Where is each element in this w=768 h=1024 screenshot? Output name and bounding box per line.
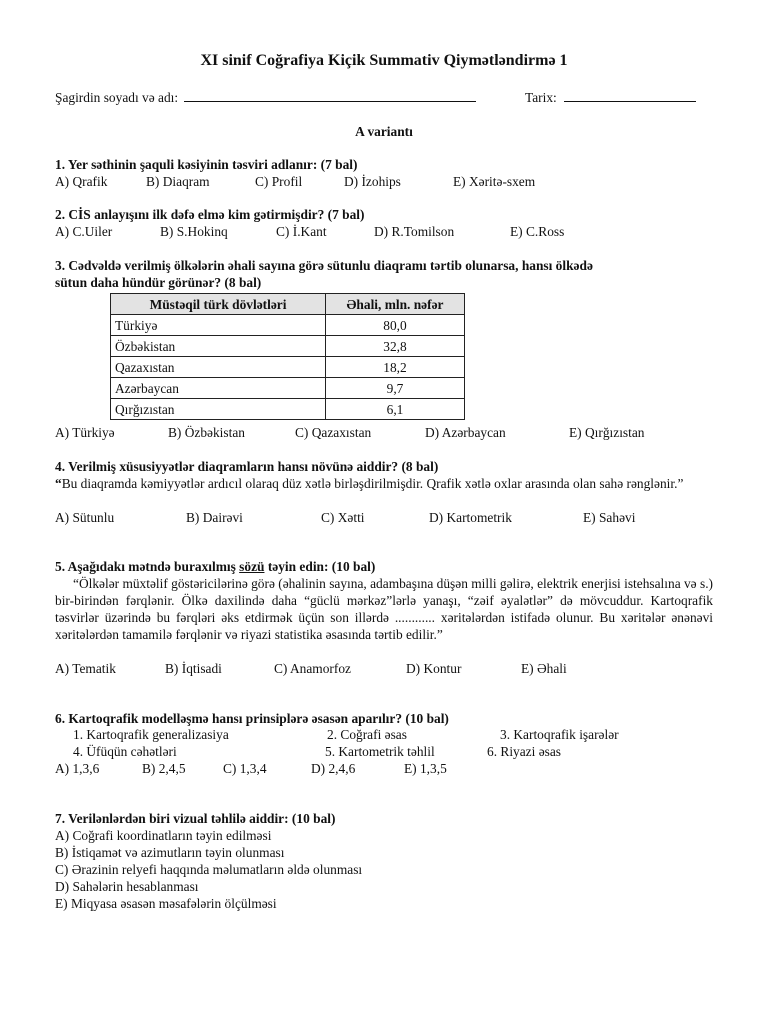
q5-option-e[interactable]: E) Əhali	[521, 661, 567, 676]
q5-text-after: təyin edin: (10 bal)	[264, 559, 376, 574]
question-3-line-1: 3. Cədvəldə verilmiş ölkələrin əhali sayına görə sütunlu diaqramı tərtib olunarsa, hansı ölkədə	[55, 258, 593, 273]
student-name-field[interactable]	[184, 90, 476, 102]
q6-option-c[interactable]: C) 1,3,4	[223, 761, 267, 776]
table-cell-population: 6,1	[326, 399, 465, 420]
date-field[interactable]	[564, 90, 696, 102]
population-table	[110, 293, 465, 420]
q2-option-d[interactable]: D) R.Tomilson	[374, 224, 455, 239]
q6-item-3: 3. Kartoqrafik işarələr	[500, 727, 619, 742]
table-header-country: Müstəqil türk dövlətləri	[111, 294, 326, 315]
q4-option-d[interactable]: D) Kartometrik	[429, 510, 512, 525]
date-label: Tarix:	[525, 90, 557, 105]
q6-item-1: 1. Kartoqrafik generalizasiya	[73, 727, 229, 742]
question-3-line-2: sütun daha hündür görünər? (8 bal)	[55, 275, 262, 290]
question-5	[55, 558, 375, 575]
q2-option-b[interactable]: B) S.Hokinq	[160, 224, 228, 239]
table-row	[111, 378, 465, 399]
q2-option-c[interactable]: C) İ.Kant	[276, 224, 327, 239]
table-cell-population: 80,0	[326, 315, 465, 336]
q3-option-e[interactable]: E) Qırğızıstan	[569, 425, 645, 440]
student-label: Şagirdin soyadı və adı:	[55, 90, 179, 105]
quote-open-mark: “	[55, 476, 62, 491]
q6-item-4: 4. Üfüqün cəhətləri	[73, 744, 177, 759]
question-4-quote	[55, 475, 713, 492]
table-cell-country: Qırğızıstan	[111, 399, 326, 420]
q1-option-b[interactable]: B) Diaqram	[146, 174, 210, 189]
table-header-population: Əhali, mln. nəfər	[326, 294, 465, 315]
table-cell-population: 18,2	[326, 357, 465, 378]
table-cell-population: 32,8	[326, 336, 465, 357]
table-header-row	[111, 294, 465, 315]
table-row	[111, 357, 465, 378]
q1-option-a[interactable]: A) Qrafik	[55, 174, 108, 189]
question-7: 7. Verilənlərdən biri vizual təhlilə aiddir: (10 bal)	[55, 811, 336, 826]
student-name-line	[55, 89, 476, 106]
table-row	[111, 399, 465, 420]
q2-option-a[interactable]: A) C.Uiler	[55, 224, 113, 239]
table-row	[111, 336, 465, 357]
q5-text-underlined: sözü	[239, 559, 265, 574]
q3-option-d[interactable]: D) Azərbaycan	[425, 425, 506, 440]
q4-option-e[interactable]: E) Sahəvi	[583, 510, 636, 525]
quote-text: Bu diaqramda kəmiyyətlər ardıcıl olaraq düz xətlə birləşdirilmişdir. Qrafik xətlə oxlar arasında olan sahə rənglənir.”	[61, 476, 684, 491]
table-cell-country: Azərbaycan	[111, 378, 326, 399]
table-cell-country: Özbəkistan	[111, 336, 326, 357]
question-5-paragraph: “Ölkələr müxtəlif göstəricilərinə görə (əhalinin sayına, adambaşına düşən milli gəlirə, elektrik enerjisi istehsalına və s.) bir-birindən fərqlənir. Ölkə daxilində daha “güclü mərkəz”lərlə yanaşı, “zəif əyalətlər” də mövcuddur. Kartoqrafik təsvirlər üzərində bu fərqləri əks etdirmək üçün son illərdə ............ xəritələrdən istifadə olunur. Bu xəritələr ənənəvi xəritələrdən tamamilə fərqlənir və riyazi statistika əsasında tərtib edilir.”	[55, 576, 713, 642]
table-cell-country: Türkiyə	[111, 315, 326, 336]
table-row	[111, 315, 465, 336]
q6-item-6: 6. Riyazi əsas	[487, 744, 562, 759]
table-cell-population: 9,7	[326, 378, 465, 399]
q6-option-d[interactable]: D) 2,4,6	[311, 761, 356, 776]
question-1: 1. Yer səthinin şaquli kəsiyinin təsviri adlanır: (7 bal)	[55, 157, 358, 172]
q6-option-e[interactable]: E) 1,3,5	[404, 761, 447, 776]
q1-option-c[interactable]: C) Profil	[255, 174, 303, 189]
q5-option-d[interactable]: D) Kontur	[406, 661, 462, 676]
q7-option-d[interactable]: D) Sahələrin hesablanması	[55, 879, 199, 894]
q5-option-c[interactable]: C) Anamorfoz	[274, 661, 351, 676]
q1-option-d[interactable]: D) İzohips	[344, 174, 401, 189]
q7-option-c[interactable]: C) Ərazinin relyefi haqqında məlumatların əldə olunması	[55, 862, 363, 877]
date-line	[525, 89, 696, 106]
q1-option-e[interactable]: E) Xəritə-sxem	[453, 174, 536, 189]
q3-option-a[interactable]: A) Türkiyə	[55, 425, 115, 440]
question-2: 2. CİS anlayışını ilk dəfə elmə kim gətirmişdir? (7 bal)	[55, 207, 365, 222]
question-4: 4. Verilmiş xüsusiyyətlər diaqramların hansı növünə aiddir? (8 bal)	[55, 459, 439, 474]
q6-option-b[interactable]: B) 2,4,5	[142, 761, 186, 776]
q7-option-a[interactable]: A) Coğrafi koordinatların təyin edilməsi	[55, 828, 272, 843]
page-title: XI sinif Coğrafiya Kiçik Summativ Qiymətləndirmə 1	[200, 52, 568, 69]
question-6: 6. Kartoqrafik modelləşmə hansı prinsiplərə əsasən aparılır? (10 bal)	[55, 711, 449, 726]
q4-option-c[interactable]: C) Xətti	[321, 510, 365, 525]
q5-option-a[interactable]: A) Tematik	[55, 661, 116, 676]
q7-option-e[interactable]: E) Miqyasa əsasən məsafələrin ölçülməsi	[55, 896, 277, 911]
table-cell-country: Qazaxıstan	[111, 357, 326, 378]
q5-text-before: 5. Aşağıdakı mətndə buraxılmış	[55, 559, 240, 574]
q6-option-a[interactable]: A) 1,3,6	[55, 761, 100, 776]
q4-option-a[interactable]: A) Sütunlu	[55, 510, 115, 525]
q3-option-b[interactable]: B) Özbəkistan	[168, 425, 245, 440]
q4-option-b[interactable]: B) Dairəvi	[186, 510, 243, 525]
q7-option-b[interactable]: B) İstiqamət və azimutların təyin olunması	[55, 845, 285, 860]
q6-item-2: 2. Coğrafi əsas	[327, 727, 407, 742]
q6-item-5: 5. Kartometrik təhlil	[325, 744, 435, 759]
q2-option-e[interactable]: E) C.Ross	[510, 224, 565, 239]
q5-option-b[interactable]: B) İqtisadi	[165, 661, 222, 676]
variant-label: A variantı	[355, 124, 413, 139]
q3-option-c[interactable]: C) Qazaxıstan	[295, 425, 372, 440]
